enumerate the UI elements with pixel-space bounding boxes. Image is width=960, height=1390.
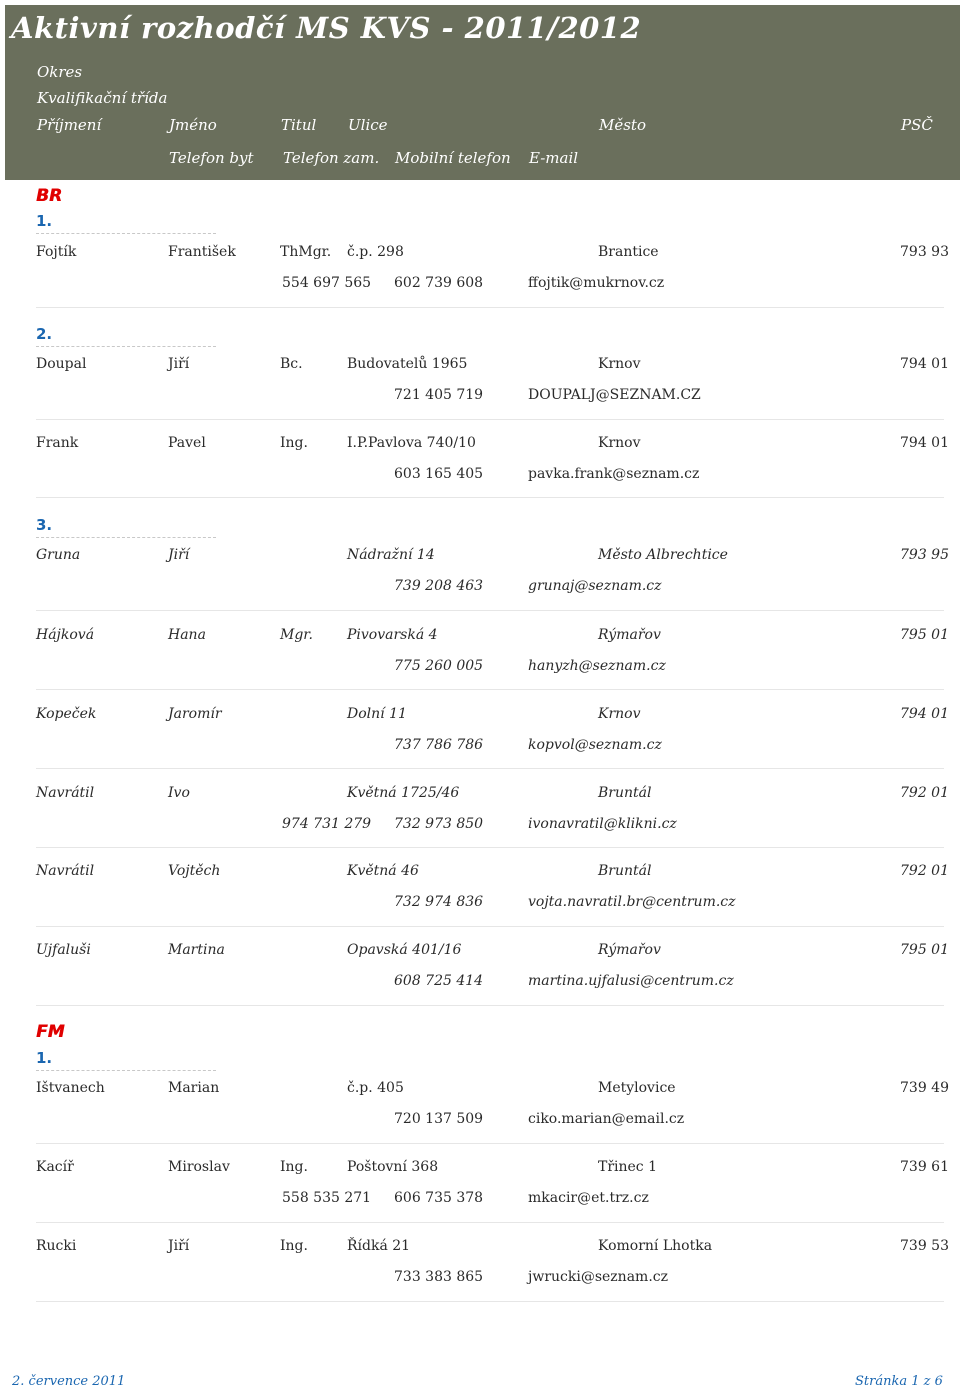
okres-label: Okres (37, 63, 83, 81)
cell-email: martina.ujfalusi@centrum.cz (528, 973, 734, 989)
cell-jmeno: Miroslav (168, 1159, 230, 1175)
cell-email: grunaj@seznam.cz (528, 578, 662, 594)
cell-mobil: 775 260 005 (394, 658, 484, 674)
cell-mesto: Metylovice (598, 1080, 676, 1096)
footer-date: 2. července 2011 (12, 1374, 126, 1389)
cell-prijmeni: Navrátil (36, 863, 95, 879)
col-titul: Titul (281, 116, 317, 134)
col-psc: PSČ (901, 116, 933, 134)
cell-mesto: Krnov (598, 435, 641, 451)
cell-mesto: Krnov (598, 356, 641, 372)
cell-telefon-byt: 558 535 271 (282, 1190, 372, 1206)
cell-jmeno: Jiří (168, 356, 190, 372)
cell-jmeno: Hana (168, 627, 206, 643)
cell-psc: 739 61 (900, 1159, 949, 1175)
cell-jmeno: Jiří (168, 547, 190, 563)
cell-email: jwrucki@seznam.cz (528, 1269, 668, 1285)
cell-email: hanyzh@seznam.cz (528, 658, 666, 674)
cell-jmeno: Marian (168, 1080, 220, 1096)
cell-mesto: Bruntál (598, 863, 652, 879)
cell-prijmeni: Ujfaluši (36, 942, 91, 958)
cell-prijmeni: Gruna (36, 547, 81, 563)
class-divider (36, 346, 216, 347)
col-telefon-zam: Telefon zam. (283, 149, 380, 167)
class-label: 3. (36, 516, 53, 534)
cell-mesto: Komorní Lhotka (598, 1238, 713, 1254)
cell-mobil: 721 405 719 (394, 387, 484, 403)
cell-ulice: Poštovní 368 (347, 1159, 439, 1175)
cell-ulice: č.p. 405 (347, 1080, 404, 1096)
cell-psc: 793 93 (900, 244, 949, 260)
class-label: 2. (36, 325, 53, 343)
cell-psc: 739 53 (900, 1238, 949, 1254)
group-label: BR (36, 186, 63, 206)
cell-titul: Ing. (280, 1159, 308, 1175)
row-divider (36, 1005, 944, 1006)
cell-mesto: Brantice (598, 244, 659, 260)
class-divider (36, 537, 216, 538)
class-label: 1. (36, 212, 53, 230)
cell-psc: 795 01 (900, 627, 949, 643)
row-divider (36, 689, 944, 690)
cell-ulice: Budovatelů 1965 (347, 356, 468, 372)
cell-ulice: Řídká 21 (347, 1238, 411, 1254)
row-divider (36, 926, 944, 927)
cell-prijmeni: Rucki (36, 1238, 77, 1254)
cell-jmeno: Jiří (168, 1238, 190, 1254)
class-label: 1. (36, 1049, 53, 1067)
cell-mobil: 737 786 786 (394, 737, 484, 753)
cell-jmeno: Jaromír (168, 706, 222, 722)
cell-psc: 795 01 (900, 942, 949, 958)
cell-prijmeni: Navrátil (36, 785, 95, 801)
cell-mobil: 720 137 509 (394, 1111, 484, 1127)
cell-email: ivonavratil@klikni.cz (528, 816, 677, 832)
cell-mobil: 602 739 608 (394, 275, 484, 291)
cell-psc: 794 01 (900, 356, 949, 372)
row-divider (36, 419, 944, 420)
cell-mobil: 606 735 378 (394, 1190, 484, 1206)
cell-ulice: Dolní 11 (347, 706, 407, 722)
row-divider (36, 768, 944, 769)
cell-email: mkacir@et.trz.cz (528, 1190, 649, 1206)
row-divider (36, 307, 944, 308)
cell-mobil: 603 165 405 (394, 466, 484, 482)
row-divider (36, 1143, 944, 1144)
cell-prijmeni: Fojtík (36, 244, 77, 260)
cell-prijmeni: Kacíř (36, 1159, 74, 1175)
col-ulice: Ulice (348, 116, 388, 134)
cell-jmeno: Vojtěch (168, 863, 221, 879)
cell-email: vojta.navratil.br@centrum.cz (528, 894, 736, 910)
cell-prijmeni: Frank (36, 435, 79, 451)
cell-ulice: Opavská 401/16 (347, 942, 462, 958)
col-email: E-mail (529, 149, 579, 167)
cell-psc: 792 01 (900, 785, 949, 801)
cell-ulice: Květná 46 (347, 863, 419, 879)
cell-jmeno: Ivo (168, 785, 190, 801)
cell-telefon-byt: 554 697 565 (282, 275, 372, 291)
row-divider (36, 610, 944, 611)
cell-mesto: Rýmařov (598, 627, 661, 643)
cell-mobil: 733 383 865 (394, 1269, 484, 1285)
cell-prijmeni: Doupal (36, 356, 87, 372)
row-divider (36, 497, 944, 498)
footer-page-number: Stránka 1 z 6 (855, 1374, 943, 1389)
col-prijmeni: Příjmení (37, 116, 102, 134)
cell-email: pavka.frank@seznam.cz (528, 466, 700, 482)
row-divider (36, 847, 944, 848)
row-divider (36, 1222, 944, 1223)
group-label: FM (36, 1022, 65, 1042)
cell-email: DOUPALJ@SEZNAM.CZ (528, 387, 701, 403)
cell-titul: ThMgr. (280, 244, 332, 260)
cell-ulice: Květná 1725/46 (347, 785, 460, 801)
cell-email: kopvol@seznam.cz (528, 737, 662, 753)
col-jmeno: Jméno (169, 116, 217, 134)
cell-email: ffojtik@mukrnov.cz (528, 275, 665, 291)
col-mesto: Město (599, 116, 646, 134)
cell-titul: Ing. (280, 435, 308, 451)
report-header (5, 5, 960, 180)
cell-psc: 739 49 (900, 1080, 949, 1096)
cell-mesto: Rýmařov (598, 942, 661, 958)
cell-psc: 793 95 (900, 547, 949, 563)
cell-mobil: 608 725 414 (394, 973, 484, 989)
trida-label: Kvalifikační třída (37, 89, 168, 107)
cell-titul: Bc. (280, 356, 303, 372)
cell-mesto: Krnov (598, 706, 641, 722)
cell-psc: 794 01 (900, 706, 949, 722)
cell-mobil: 732 974 836 (394, 894, 484, 910)
cell-mesto: Třinec 1 (598, 1159, 658, 1175)
cell-jmeno: František (168, 244, 236, 260)
class-divider (36, 233, 216, 234)
cell-jmeno: Martina (168, 942, 225, 958)
cell-mobil: 739 208 463 (394, 578, 484, 594)
cell-ulice: Pivovarská 4 (347, 627, 438, 643)
cell-email: ciko.marian@email.cz (528, 1111, 685, 1127)
cell-mesto: Město Albrechtice (598, 547, 728, 563)
cell-titul: Ing. (280, 1238, 308, 1254)
page-title: Aktivní rozhodčí MS KVS - 2011/2012 (11, 11, 642, 45)
cell-mesto: Bruntál (598, 785, 652, 801)
cell-titul: Mgr. (280, 627, 313, 643)
cell-psc: 794 01 (900, 435, 949, 451)
cell-ulice: č.p. 298 (347, 244, 404, 260)
col-mobilni-telefon: Mobilní telefon (395, 149, 511, 167)
cell-ulice: Nádražní 14 (347, 547, 435, 563)
cell-mobil: 732 973 850 (394, 816, 484, 832)
cell-prijmeni: Hájková (36, 627, 95, 643)
cell-telefon-byt: 974 731 279 (282, 816, 372, 832)
cell-jmeno: Pavel (168, 435, 206, 451)
cell-ulice: I.P.Pavlova 740/10 (347, 435, 476, 451)
col-telefon-byt: Telefon byt (169, 149, 254, 167)
class-divider (36, 1070, 216, 1071)
row-divider (36, 1301, 944, 1302)
cell-psc: 792 01 (900, 863, 949, 879)
cell-prijmeni: Ištvanech (36, 1080, 105, 1096)
cell-prijmeni: Kopeček (36, 706, 97, 722)
